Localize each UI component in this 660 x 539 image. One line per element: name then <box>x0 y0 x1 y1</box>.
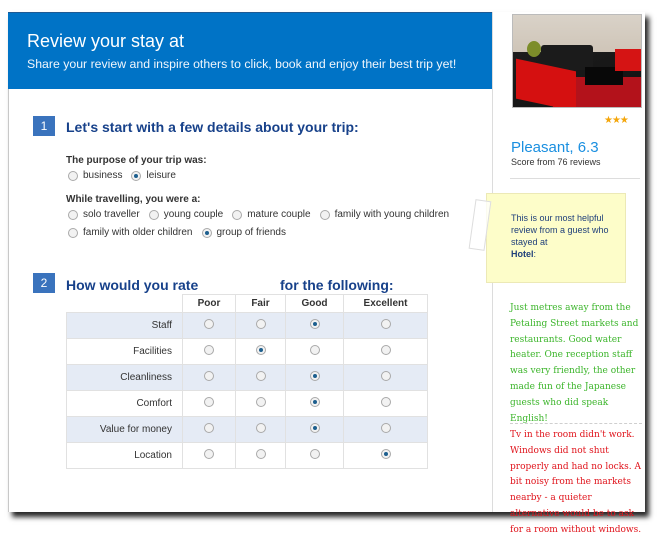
radio-good-selected[interactable] <box>310 423 320 433</box>
helpful-review-note: This is our most helpful review from a guest who stayed at Hotel: <box>486 193 626 283</box>
traveller-label: While travelling, you were a: <box>66 194 201 205</box>
column-good: Good <box>286 295 344 313</box>
radio-good-selected[interactable] <box>310 397 320 407</box>
rating-row-cleanliness: Cleanliness <box>67 365 428 391</box>
radio-good-selected[interactable] <box>310 371 320 381</box>
review-header <box>8 12 492 89</box>
radio-button[interactable] <box>68 210 78 220</box>
radio-fair[interactable] <box>256 371 266 381</box>
purpose-leisure-radio[interactable]: leisure <box>131 170 175 181</box>
radio-excellent-selected[interactable] <box>381 449 391 459</box>
step-2-badge: 2 <box>33 273 55 293</box>
rating-row-staff: Staff <box>67 313 428 339</box>
traveller-solo-radio[interactable]: solo traveller <box>68 209 140 220</box>
purpose-options <box>68 170 185 181</box>
column-poor: Poor <box>183 295 236 313</box>
rating-row-comfort: Comfort <box>67 391 428 417</box>
step-2-title-part1: How would you rate <box>66 277 199 293</box>
traveller-family-older-radio[interactable]: family with older children <box>68 227 193 238</box>
radio-poor[interactable] <box>204 397 214 407</box>
radio-button[interactable] <box>232 210 242 220</box>
rating-row-facilities: Facilities <box>67 339 428 365</box>
radio-poor[interactable] <box>204 449 214 459</box>
radio-good-selected[interactable] <box>310 319 320 329</box>
positive-review-text: Just metres away from the Petaling Street markets and restaurants. Good water heater. One reception staff was very friendly, the other made fun of the Japanese guests who did speak English! <box>510 303 639 424</box>
review-score: Pleasant, 6.3 <box>511 139 599 156</box>
review-divider <box>510 423 642 424</box>
step-1-badge: 1 <box>33 116 55 136</box>
radio-fair[interactable] <box>256 319 266 329</box>
radio-excellent[interactable] <box>381 319 391 329</box>
step-2-title-part2: for the following: <box>280 277 394 293</box>
radio-button[interactable] <box>68 228 78 238</box>
rating-table <box>66 294 428 469</box>
column-fair: Fair <box>236 295 286 313</box>
step-1-title: Let's start with a few details about your trip: <box>66 119 359 135</box>
radio-excellent[interactable] <box>381 397 391 407</box>
radio-fair[interactable] <box>256 423 266 433</box>
traveller-group-friends-radio[interactable]: group of friends <box>202 227 287 238</box>
note-hotel: Hotel <box>511 249 534 259</box>
rating-header-row <box>67 295 428 313</box>
column-excellent: Excellent <box>344 295 428 313</box>
radio-poor[interactable] <box>204 345 214 355</box>
radio-fair-selected[interactable] <box>256 345 266 355</box>
purpose-business-radio[interactable]: business <box>68 170 122 181</box>
radio-fair[interactable] <box>256 449 266 459</box>
traveller-mature-couple-radio[interactable]: mature couple <box>232 209 310 220</box>
purpose-label: The purpose of your trip was: <box>66 155 207 166</box>
radio-button-selected[interactable] <box>131 171 141 181</box>
radio-poor[interactable] <box>204 371 214 381</box>
radio-good[interactable] <box>310 345 320 355</box>
radio-poor[interactable] <box>204 423 214 433</box>
radio-button[interactable] <box>68 171 78 181</box>
traveller-options-row2 <box>68 227 295 238</box>
radio-poor[interactable] <box>204 319 214 329</box>
radio-fair[interactable] <box>256 397 266 407</box>
radio-excellent[interactable] <box>381 371 391 381</box>
radio-button[interactable] <box>149 210 159 220</box>
hotel-sidebar <box>492 12 644 535</box>
divider <box>510 178 640 179</box>
page-title: Review your stay at <box>27 31 185 51</box>
radio-good[interactable] <box>310 449 320 459</box>
radio-excellent[interactable] <box>381 345 391 355</box>
radio-button-selected[interactable] <box>202 228 212 238</box>
traveller-options-row1 <box>68 209 458 220</box>
rating-row-location: Location <box>67 443 428 469</box>
radio-excellent[interactable] <box>381 423 391 433</box>
negative-review-text: Tv in the room didn't work. Windows did not shut properly and had no locks. A bit noisy from the markets nearby - a quieter alternative would be to ask for a room without windows. <box>510 430 642 535</box>
note-text: This is our most helpful review from a guest who stayed at <box>511 213 609 247</box>
traveller-young-couple-radio[interactable]: young couple <box>149 209 224 220</box>
rating-row-value: Value for money <box>67 417 428 443</box>
page-subtitle: Share your review and inspire others to click, book and enjoy their best trip yet! <box>27 57 457 71</box>
star-rating-icon: ★★★ <box>604 115 628 126</box>
radio-button[interactable] <box>320 210 330 220</box>
hotel-photo <box>512 14 642 108</box>
traveller-family-young-radio[interactable]: family with young children <box>320 209 450 220</box>
review-count: Score from 76 reviews <box>511 157 601 167</box>
